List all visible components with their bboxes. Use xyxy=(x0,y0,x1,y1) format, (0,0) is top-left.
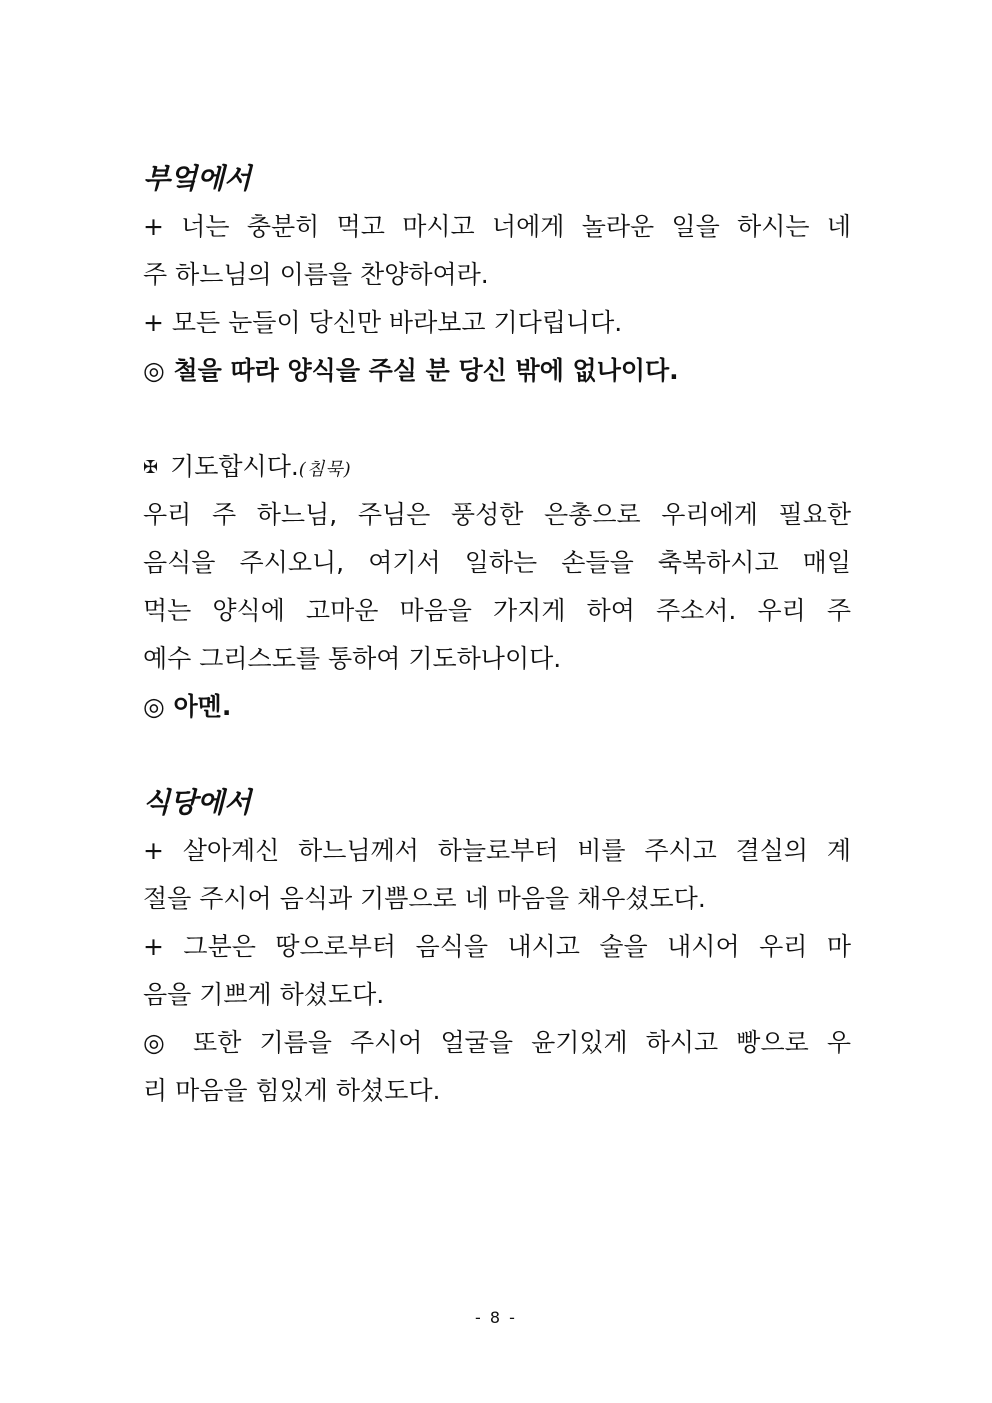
verse-line: + 살아계신 하느님께서 하늘로부터 비를 주시고 결실의 계 xyxy=(143,836,851,865)
verse-line: 음을 기쁘게 하셨도다. xyxy=(143,980,385,1009)
spacer xyxy=(143,395,851,443)
verse-line: 주 하느님의 이름을 찬양하여라. xyxy=(143,260,489,289)
verse-line: + 너는 충분히 먹고 마시고 너에게 놀라운 일을 하시는 네 xyxy=(143,212,851,241)
prayer-title-line xyxy=(143,443,851,491)
amen-line: ◎ 아멘. xyxy=(143,692,232,721)
verse-line: + 그분은 땅으로부터 음식을 내시고 술을 내시어 우리 마 xyxy=(143,932,851,961)
prayer-line: 예수 그리스도를 통하여 기도하나이다. xyxy=(143,644,562,673)
response-line: 리 마음을 힘있게 하셨도다. xyxy=(143,1076,441,1105)
cross-icon: ✠ xyxy=(143,457,159,478)
silence-note: (침묵) xyxy=(298,459,352,480)
page-content xyxy=(143,155,851,1115)
prayer-title: 기도합시다. xyxy=(170,452,299,481)
response-line: ◎ 철을 따라 양식을 주실 분 당신 밖에 없나이다. xyxy=(143,356,679,385)
section-heading-dining: 식당에서 xyxy=(143,786,252,819)
prayer-line: 먹는 양식에 고마운 마음을 가지게 하여 주소서. 우리 주 xyxy=(143,596,851,625)
spacer xyxy=(143,731,851,779)
prayer-line: 우리 주 하느님, 주님은 풍성한 은총으로 우리에게 필요한 xyxy=(143,500,851,529)
prayer-line: 음식을 주시오니, 여기서 일하는 손들을 축복하시고 매일 xyxy=(143,548,851,577)
section-heading-kitchen: 부엌에서 xyxy=(143,162,252,195)
response-line: ◎ 또한 기름을 주시어 얼굴을 윤기있게 하시고 빵으로 우 xyxy=(143,1028,851,1057)
verse-line: 절을 주시어 음식과 기쁨으로 네 마음을 채우셨도다. xyxy=(143,884,706,913)
page-number: - 8 - xyxy=(475,1308,517,1327)
verse-line: + 모든 눈들이 당신만 바라보고 기다립니다. xyxy=(143,308,623,337)
